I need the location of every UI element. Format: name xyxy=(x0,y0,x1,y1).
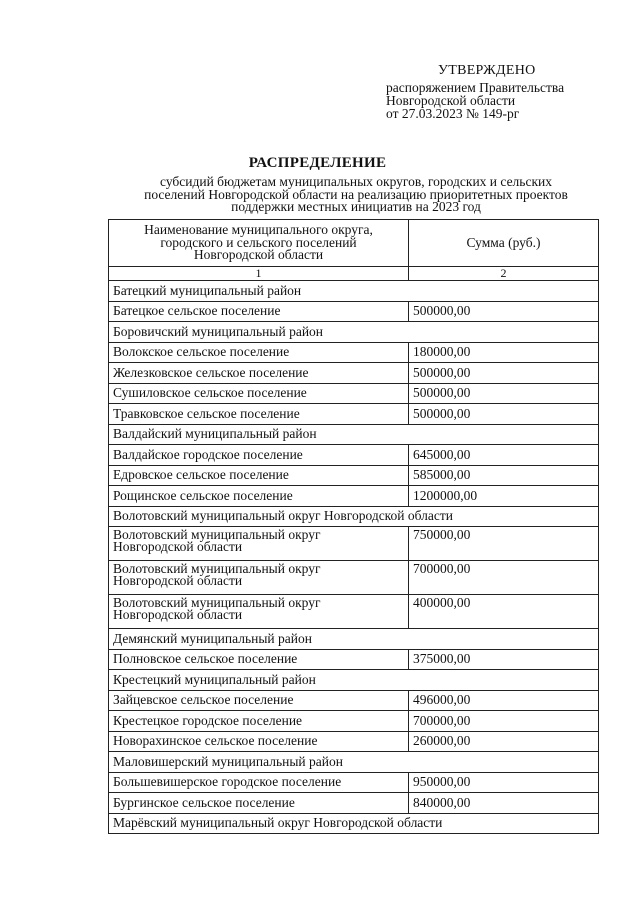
region-name: Крестецкий муниципальный район xyxy=(109,670,599,691)
settlement-name-line-2: Новгородской области xyxy=(113,539,243,554)
table-region-row xyxy=(109,629,599,650)
settlement-name-line-2: Новгородской области xyxy=(113,607,243,622)
table-row xyxy=(109,486,599,507)
settlement-name: Бургинское сельское поселение xyxy=(109,793,409,814)
table-region-row xyxy=(109,752,599,773)
subsidy-amount: 180000,00 xyxy=(409,342,599,363)
table-row xyxy=(109,342,599,363)
settlement-name: Валдайское городское поселение xyxy=(109,445,409,466)
approval-line-1: распоряжением Правительства xyxy=(386,80,565,95)
subsidy-amount: 496000,00 xyxy=(409,690,599,711)
subsidy-amount: 700000,00 xyxy=(409,561,599,595)
approval-line-3: от 27.03.2023 № 149-рг xyxy=(386,106,520,121)
settlement-name xyxy=(109,595,409,629)
table-row xyxy=(109,561,599,595)
subsidy-amount: 500000,00 xyxy=(409,404,599,425)
settlement-name-line-1: Волотовский муниципальный округ xyxy=(113,595,321,610)
approval-block xyxy=(386,64,564,120)
table-row xyxy=(109,731,599,752)
subsidy-amount: 585000,00 xyxy=(409,465,599,486)
subsidy-amount: 500000,00 xyxy=(409,383,599,404)
settlement-name: Рощинское сельское поселение xyxy=(109,486,409,507)
subsidy-amount: 1200000,00 xyxy=(409,486,599,507)
table-region-row xyxy=(109,670,599,691)
settlement-name: Сушиловское сельское поселение xyxy=(109,383,409,404)
distribution-table xyxy=(108,219,599,834)
settlement-name: Железковское сельское поселение xyxy=(109,363,409,384)
table-row xyxy=(109,649,599,670)
table-header-row xyxy=(109,220,599,267)
table-row xyxy=(109,363,599,384)
subsidy-amount: 950000,00 xyxy=(409,772,599,793)
settlement-name: Крестецкое городское поселение xyxy=(109,711,409,732)
settlement-name-line-2: Новгородской области xyxy=(113,573,243,588)
table-row xyxy=(109,711,599,732)
table-row xyxy=(109,404,599,425)
settlement-name-line-1: Волотовский муниципальный округ xyxy=(113,561,321,576)
settlement-name xyxy=(109,527,409,561)
subsidy-amount: 375000,00 xyxy=(409,649,599,670)
column-number-2: 2 xyxy=(409,267,599,281)
header-name-line-1: Наименование муниципального округа, xyxy=(144,222,373,238)
table-region-row xyxy=(109,281,599,302)
subsidy-amount: 700000,00 xyxy=(409,711,599,732)
header-name-line-2: городского и сельского поселений xyxy=(160,234,357,250)
region-name: Батецкий муниципальный район xyxy=(109,281,599,302)
column-number-1: 1 xyxy=(109,267,409,281)
table-row xyxy=(109,527,599,561)
table-row xyxy=(109,301,599,322)
table-region-row xyxy=(109,813,599,834)
table-body xyxy=(109,281,599,834)
settlement-name: Травковское сельское поселение xyxy=(109,404,409,425)
region-name: Боровичский муниципальный район xyxy=(109,322,599,343)
settlement-name: Едровское сельское поселение xyxy=(109,465,409,486)
table-row xyxy=(109,690,599,711)
settlement-name: Большевишерское городское поселение xyxy=(109,772,409,793)
settlement-name: Полновское сельское поселение xyxy=(109,649,409,670)
settlement-name: Батецкое сельское поселение xyxy=(109,301,409,322)
subtitle-line-1: субсидий бюджетам муниципальных округов, городских и сельских xyxy=(160,174,552,189)
table-row xyxy=(109,595,599,629)
table-region-row xyxy=(109,506,599,527)
table-region-row xyxy=(109,322,599,343)
table-region-row xyxy=(109,424,599,445)
document-subtitle xyxy=(106,176,606,214)
subtitle-line-2: поселений Новгородской области на реализацию приоритетных проектов xyxy=(144,186,568,202)
settlement-name-line-1: Волотовский муниципальный округ xyxy=(113,527,321,542)
table-row xyxy=(109,465,599,486)
settlement-name xyxy=(109,561,409,595)
table-row xyxy=(109,383,599,404)
subsidy-amount: 500000,00 xyxy=(409,301,599,322)
approval-line-2: Новгородской области xyxy=(386,93,516,108)
subsidy-amount: 840000,00 xyxy=(409,793,599,814)
header-name-line-3: Новгородской области xyxy=(193,247,324,263)
subsidy-amount: 260000,00 xyxy=(409,731,599,752)
table-row xyxy=(109,445,599,466)
settlement-name: Волокское сельское поселение xyxy=(109,342,409,363)
subsidy-amount: 750000,00 xyxy=(409,527,599,561)
header-amount-column: Сумма (руб.) xyxy=(409,220,599,267)
region-name: Валдайский муниципальный район xyxy=(109,424,599,445)
settlement-name: Новорахинское сельское поселение xyxy=(109,731,409,752)
document-title: РАСПРЕДЕЛЕНИЕ xyxy=(248,155,387,171)
settlement-name: Зайцевское сельское поселение xyxy=(109,690,409,711)
approval-heading: УТВЕРЖДЕНО xyxy=(438,63,536,78)
table-column-number-row xyxy=(109,267,599,281)
region-name: Волотовский муниципальный округ Новгородской области xyxy=(109,506,599,527)
header-name-column xyxy=(109,220,409,267)
region-name: Демянский муниципальный район xyxy=(109,629,599,650)
subsidy-amount: 645000,00 xyxy=(409,445,599,466)
subtitle-line-3: поддержки местных инициатив на 2023 год xyxy=(231,199,481,214)
table-row xyxy=(109,793,599,814)
subsidy-amount: 400000,00 xyxy=(409,595,599,629)
subsidy-amount: 500000,00 xyxy=(409,363,599,384)
region-name: Маловишерский муниципальный район xyxy=(109,752,599,773)
table-row xyxy=(109,772,599,793)
region-name: Марёвский муниципальный округ Новгородской области xyxy=(109,813,599,834)
